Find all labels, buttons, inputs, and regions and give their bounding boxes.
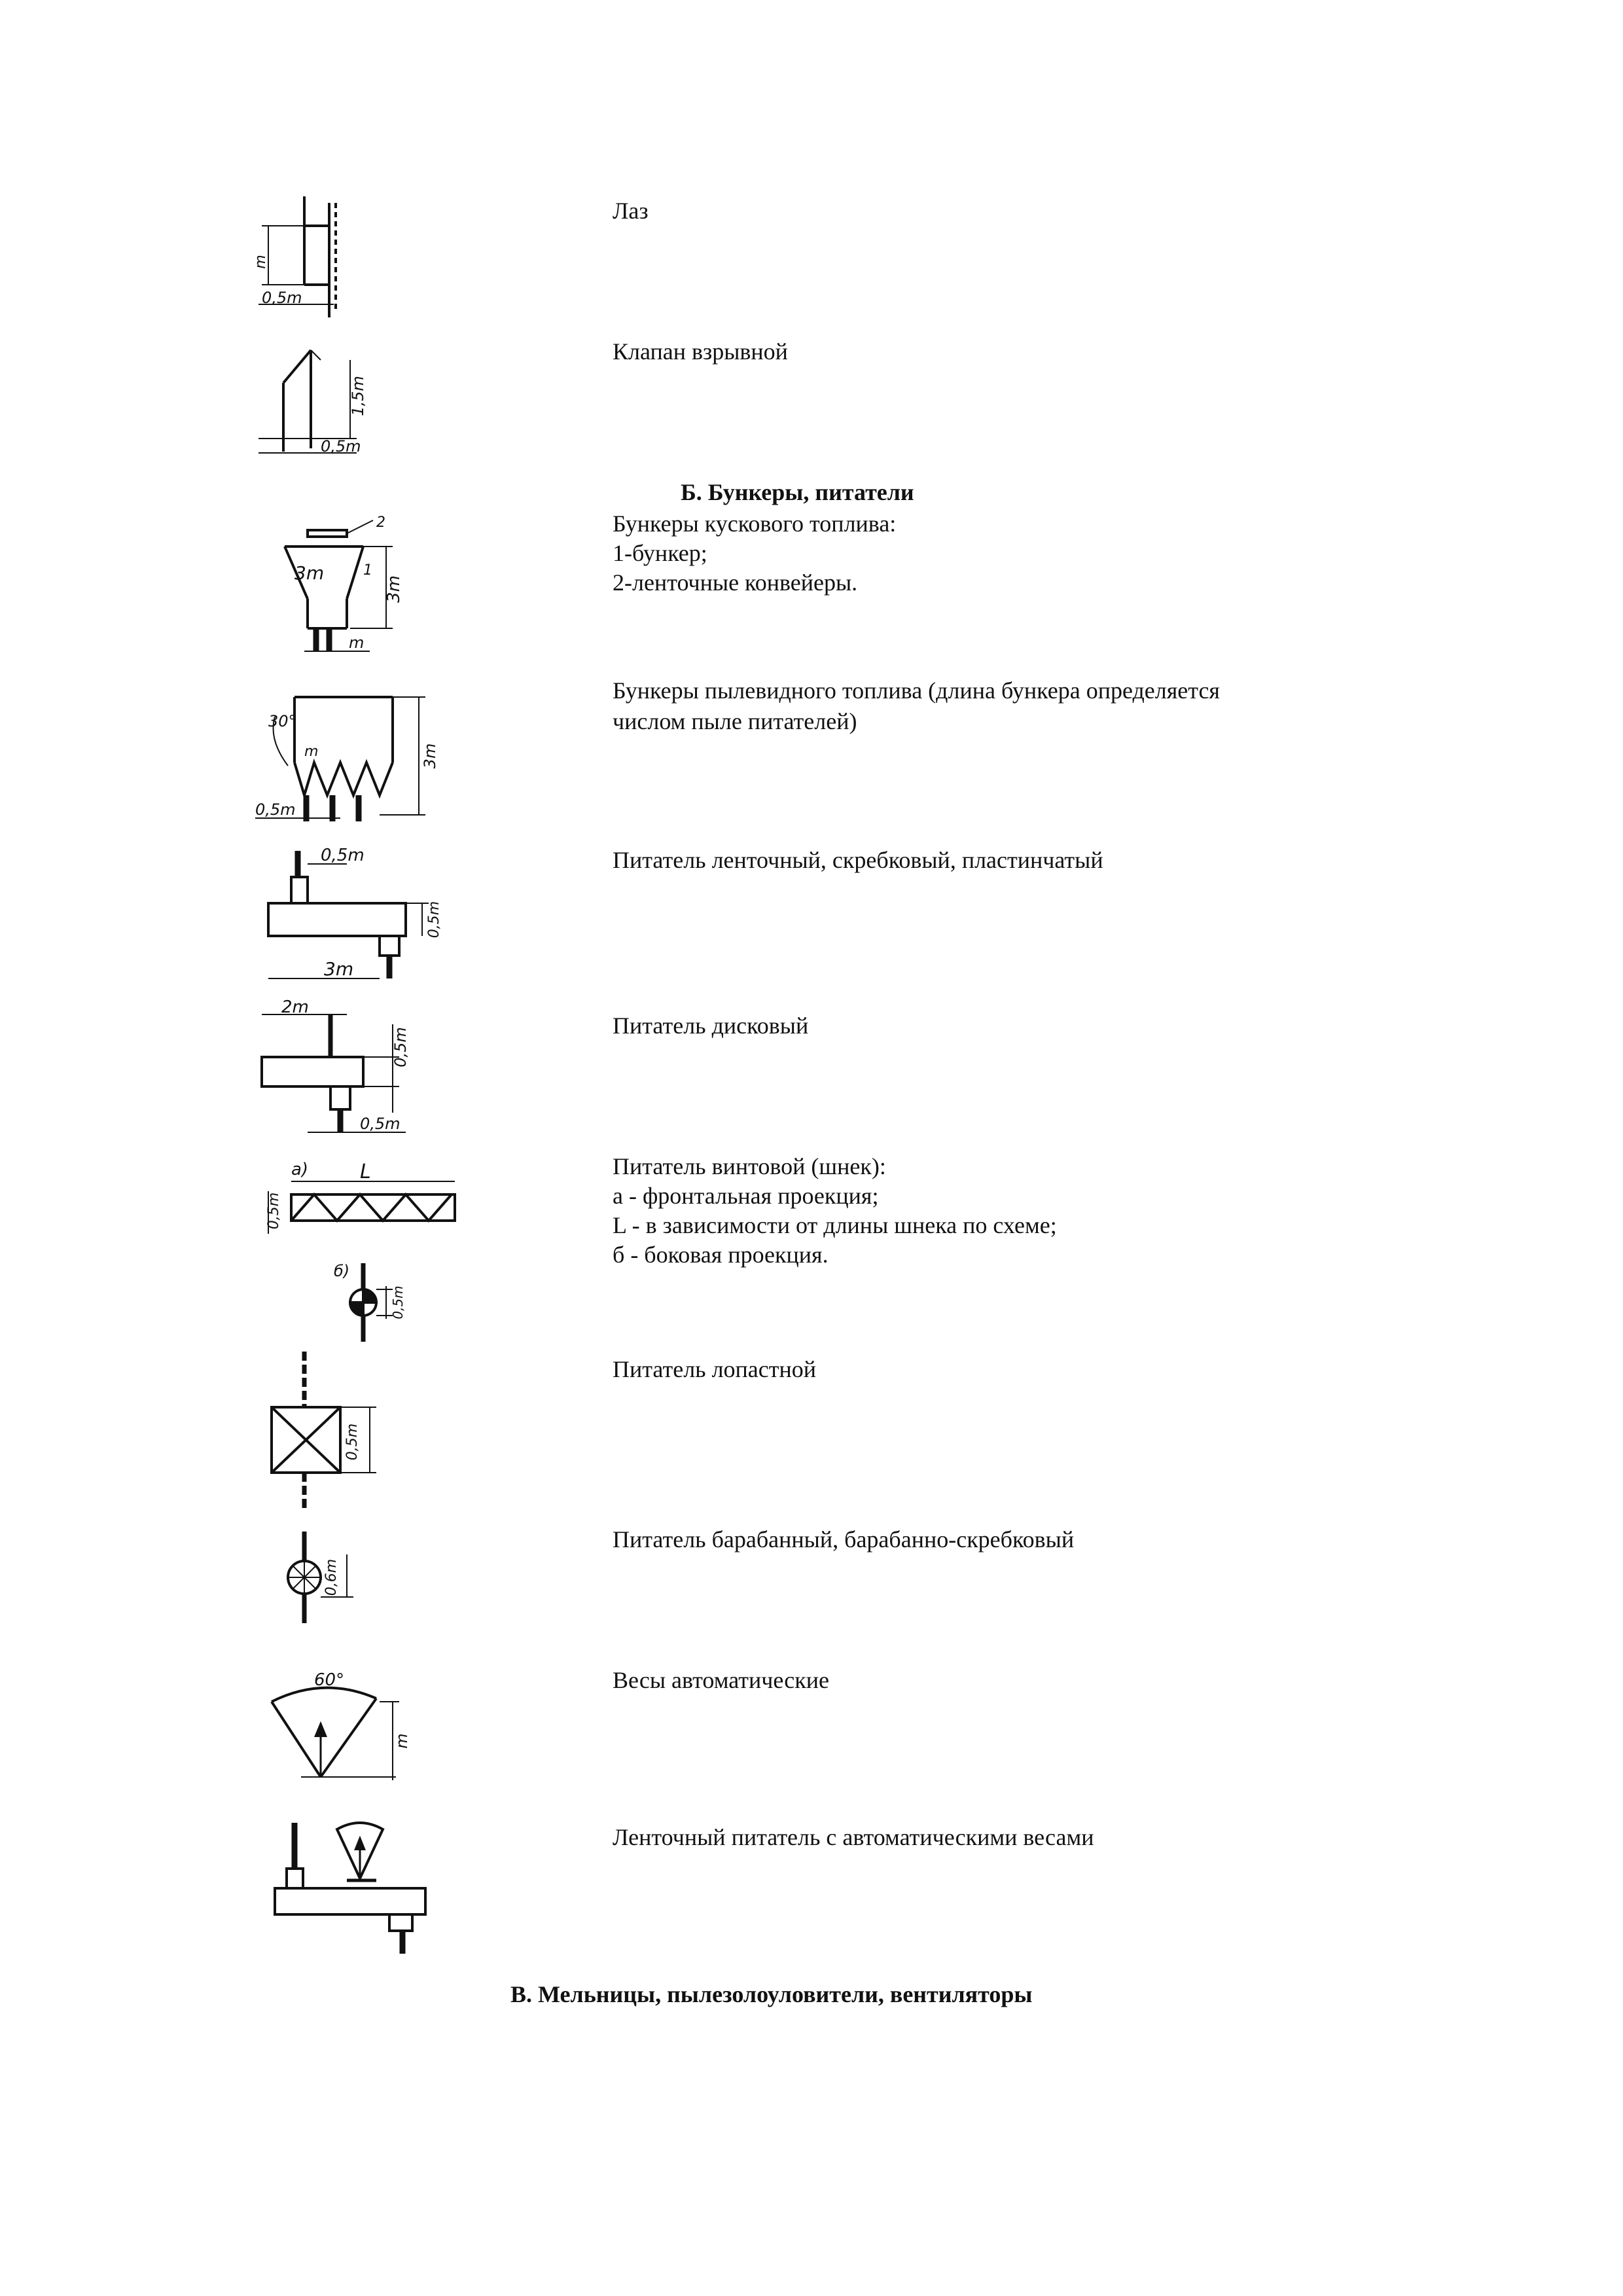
label-manhole: Лаз	[613, 198, 649, 224]
dim-label: б)	[334, 1262, 350, 1280]
dim-label: 0,5m	[255, 800, 296, 819]
dim-label: 0,6m	[323, 1558, 340, 1596]
dim-label: а)	[291, 1160, 309, 1179]
label-belt-feeder: Питатель ленточный, скребковый, пластинчатый	[613, 847, 1103, 873]
section-heading-v: В. Мельницы, пылезолоуловители, вентиляторы	[510, 1981, 1033, 2007]
dim-label: 1,5m	[349, 376, 367, 416]
automatic-scales-symbol	[262, 1662, 425, 1793]
text-line: Бункеры кускового топлива:	[613, 511, 897, 537]
text-line: 2-ленточные конвейеры.	[613, 569, 858, 596]
dim-label: 0,5m	[262, 289, 302, 307]
text-line: Питатель винтовой (шнек):	[613, 1153, 886, 1179]
label-disc-feeder: Питатель дисковый	[613, 1013, 809, 1039]
dim-label: 30°	[268, 712, 296, 730]
text-line: 1-бункер;	[613, 540, 707, 566]
text-line: Бункеры пылевидного топлива (длина бункера определяется	[613, 677, 1220, 704]
manhole-symbol	[253, 196, 363, 327]
text-line: а - фронтальная проекция;	[613, 1183, 879, 1209]
blade-feeder-symbol	[259, 1345, 402, 1515]
lump-fuel-bunker-symbol	[259, 514, 409, 664]
section-heading-b: Б. Бункеры, питатели	[681, 479, 914, 505]
screw-feeder-symbol	[249, 1152, 471, 1368]
dim-label: 0,5m	[390, 1285, 406, 1319]
label-drum-feeder: Питатель барабанный, барабанно-скребковый	[613, 1526, 1075, 1552]
dim-label: L	[360, 1160, 371, 1183]
text-line: числом пыле питателей)	[613, 708, 857, 734]
dim-label: 3m	[421, 743, 439, 769]
dim-label: m	[253, 255, 269, 269]
dim-label: 1	[363, 562, 372, 579]
dim-label: 0,5m	[391, 1027, 410, 1067]
dim-label: 2m	[281, 997, 309, 1017]
label-blade-feeder: Питатель лопастной	[613, 1356, 817, 1382]
label-explosion-valve: Клапан взрывной	[613, 338, 788, 365]
belt-feeder-symbol	[262, 844, 452, 988]
text-line: б - боковая проекция.	[613, 1242, 829, 1268]
dim-label: 3m	[324, 958, 354, 980]
dim-label: 0,5m	[321, 846, 365, 865]
disc-feeder-symbol	[255, 998, 425, 1142]
belt-feeder-with-scales-symbol	[268, 1816, 445, 1967]
drum-feeder-symbol	[262, 1525, 393, 1630]
dim-label: m	[393, 1733, 411, 1749]
pulverized-fuel-bunker-symbol	[249, 687, 452, 844]
dim-label: 3m	[294, 562, 325, 584]
dim-label: 2	[376, 514, 385, 531]
explosion-valve-symbol	[259, 340, 376, 465]
dim-label: m	[304, 744, 319, 760]
text-line: L - в зависимости от длины шнека по схеме;	[613, 1212, 1057, 1238]
dim-label: m	[349, 634, 365, 652]
dim-label: 0,5m	[344, 1423, 361, 1461]
dim-label: 60°	[314, 1670, 345, 1690]
dim-label: 0,5m	[360, 1115, 401, 1133]
dim-label: 0,5m	[321, 437, 361, 456]
dim-label: 0,5m	[266, 1192, 282, 1230]
dim-label: 0,5m	[426, 901, 442, 939]
label-belt-feeder-with-scales: Ленточный питатель с автоматическими весами	[613, 1824, 1094, 1850]
label-automatic-scales: Весы автоматические	[613, 1667, 829, 1693]
dim-label: 3m	[384, 575, 404, 603]
